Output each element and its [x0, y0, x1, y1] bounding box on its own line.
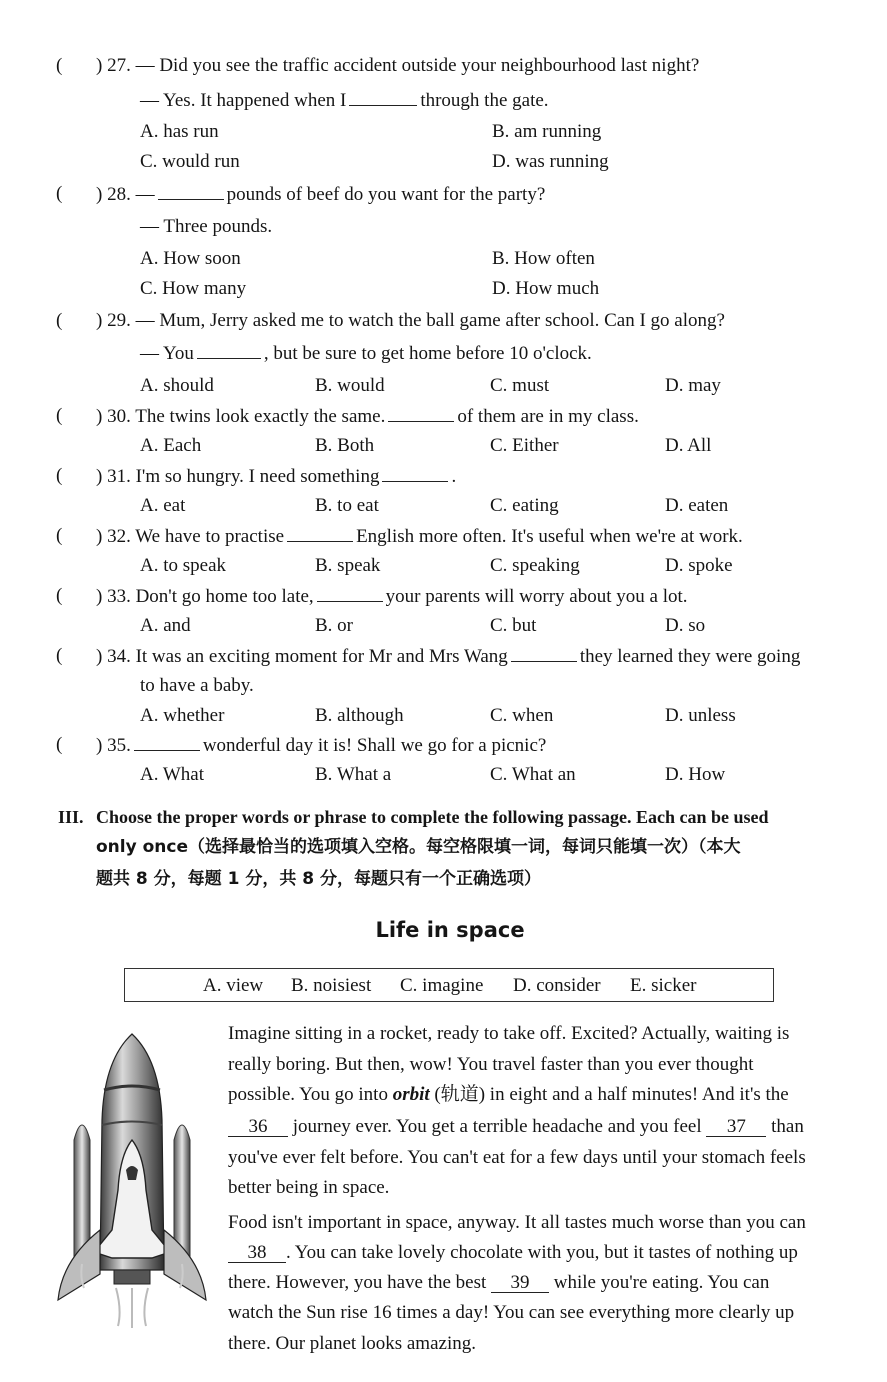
passage-line: you've ever felt before. You can't eat for a few days until your stomach feels — [228, 1147, 806, 1168]
question-33-stem: ) 33. Don't go home too late, your parents will worry about you a lot. — [96, 586, 688, 607]
option[interactable]: B. am running — [492, 121, 602, 142]
passage-title: Life in space — [375, 918, 525, 942]
option[interactable]: B. What a — [315, 764, 392, 785]
passage-line: better being in space. — [228, 1177, 390, 1198]
answer-blank[interactable] — [511, 646, 577, 662]
answer-blank[interactable] — [388, 406, 454, 422]
option[interactable]: D. may — [665, 375, 721, 396]
option[interactable]: D. How much — [492, 278, 600, 299]
word-bank-item: D. consider — [513, 975, 601, 996]
option[interactable]: C. must — [490, 375, 550, 396]
answer-paren-29: ( — [56, 310, 63, 331]
answer-blank[interactable] — [158, 184, 224, 200]
option[interactable]: B. to eat — [315, 495, 379, 516]
question-29-reply: — You , but be sure to get home before 10 o'clock. — [140, 343, 592, 364]
section-number: III. — [58, 807, 84, 827]
question-35-stem: ) 35. wonderful day it is! Shall we go for a picnic? — [96, 735, 547, 756]
word-bank-item: B. noisiest — [291, 975, 372, 996]
blank-37[interactable]: 37 — [706, 1117, 766, 1137]
option[interactable]: A. eat — [140, 495, 186, 516]
answer-paren-34: ( — [56, 645, 63, 666]
option[interactable]: B. Both — [315, 435, 375, 456]
option[interactable]: D. was running — [492, 151, 609, 172]
answer-blank[interactable] — [287, 526, 353, 542]
answer-paren-27: ( — [56, 55, 63, 76]
question-34-stem-cont: to have a baby. — [140, 675, 254, 696]
option[interactable]: D. so — [665, 615, 706, 636]
rocket-illustration — [52, 1030, 212, 1330]
option[interactable]: D. How — [665, 764, 726, 785]
option[interactable]: C. Either — [490, 435, 559, 456]
word-bank-item: C. imagine — [400, 975, 484, 996]
option[interactable]: B. or — [315, 615, 353, 636]
answer-blank[interactable] — [349, 90, 417, 106]
word-bank — [124, 968, 774, 1002]
option[interactable]: C. speaking — [490, 555, 580, 576]
option[interactable]: C. but — [490, 615, 537, 636]
question-28-reply: — Three pounds. — [140, 216, 273, 237]
answer-paren-32: ( — [56, 525, 63, 546]
question-31-stem: ) 31. I'm so hungry. I need something . — [96, 466, 457, 487]
passage-line: watch the Sun rise 16 times a day! You can see everything more clearly up — [228, 1302, 795, 1323]
passage-line: Food isn't important in space, anyway. It all tastes much worse than you can — [228, 1212, 806, 1233]
answer-blank[interactable] — [317, 586, 383, 602]
option[interactable]: A. has run — [140, 121, 219, 142]
option[interactable]: C. What an — [490, 764, 576, 785]
option[interactable]: A. and — [140, 615, 191, 636]
option[interactable]: B. speak — [315, 555, 381, 576]
section-instruction-line-1: Choose the proper words or phrase to complete the following passage. Each can be used — [96, 807, 769, 827]
option[interactable]: D. eaten — [665, 495, 729, 516]
answer-paren-31: ( — [56, 465, 63, 486]
section-instruction-line-3: 题共 8 分，每题 1 分，共 8 分，每题只有一个正确选项） — [96, 869, 541, 889]
passage-line: there. However, you have the best 39 while you're eating. You can — [228, 1272, 770, 1293]
blank-39[interactable]: 39 — [491, 1273, 549, 1293]
option[interactable]: C. How many — [140, 278, 247, 299]
option[interactable]: B. How often — [492, 248, 595, 269]
answer-blank[interactable] — [134, 735, 200, 751]
option[interactable]: D. All — [665, 435, 712, 456]
option[interactable]: D. unless — [665, 705, 736, 726]
answer-blank[interactable] — [197, 343, 261, 359]
section-instruction-line-2: only once（选择最恰当的选项填入空格。每空格限填一词，每词只能填一次）（本大 — [96, 837, 741, 857]
passage-line: Imagine sitting in a rocket, ready to take off. Excited? Actually, waiting is — [228, 1023, 790, 1044]
blank-38[interactable]: 38 — [228, 1243, 286, 1263]
option[interactable]: A. How soon — [140, 248, 241, 269]
question-27-reply: — Yes. It happened when I through the gate. — [140, 90, 549, 111]
option[interactable]: B. would — [315, 375, 385, 396]
option[interactable]: A. What — [140, 764, 205, 785]
option[interactable]: C. would run — [140, 151, 240, 172]
question-30-stem: ) 30. The twins look exactly the same. of them are in my class. — [96, 406, 639, 427]
answer-paren-30: ( — [56, 405, 63, 426]
passage-line: 36 journey ever. You get a terrible headache and you feel 37 than — [228, 1117, 804, 1137]
passage-line: 38 . You can take lovely chocolate with you, but it tastes of nothing up — [228, 1243, 798, 1263]
answer-blank[interactable] — [382, 466, 448, 482]
option[interactable]: C. when — [490, 705, 554, 726]
question-34-stem: ) 34. It was an exciting moment for Mr and Mrs Wang they learned they were going — [96, 646, 801, 667]
option[interactable]: C. eating — [490, 495, 559, 516]
answer-paren-28: ( — [56, 183, 63, 204]
question-32-stem: ) 32. We have to practise English more often. It's useful when we're at work. — [96, 526, 743, 547]
passage-line: there. Our planet looks amazing. — [228, 1333, 476, 1354]
blank-36[interactable]: 36 — [228, 1117, 288, 1137]
word-bank-item: E. sicker — [630, 975, 697, 996]
option[interactable]: A. should — [140, 375, 214, 396]
passage-line: really boring. But then, wow! You travel faster than you ever thought — [228, 1054, 754, 1075]
answer-paren-35: ( — [56, 734, 63, 755]
option[interactable]: D. spoke — [665, 555, 733, 576]
option[interactable]: A. to speak — [140, 555, 227, 576]
question-27-stem: ) 27. — Did you see the traffic accident outside your neighbourhood last night? — [96, 55, 700, 76]
option[interactable]: A. Each — [140, 435, 202, 456]
question-29-stem: ) 29. — Mum, Jerry asked me to watch the ball game after school. Can I go along? — [96, 310, 725, 331]
answer-paren-33: ( — [56, 585, 63, 606]
passage-line: possible. You go into orbit (轨道) in eight and a half minutes! And it's the — [228, 1084, 789, 1105]
question-28-stem: ) 28. — pounds of beef do you want for the party? — [96, 184, 546, 205]
option[interactable]: B. although — [315, 705, 404, 726]
option[interactable]: A. whether — [140, 705, 225, 726]
word-bank-item: A. view — [203, 975, 264, 996]
